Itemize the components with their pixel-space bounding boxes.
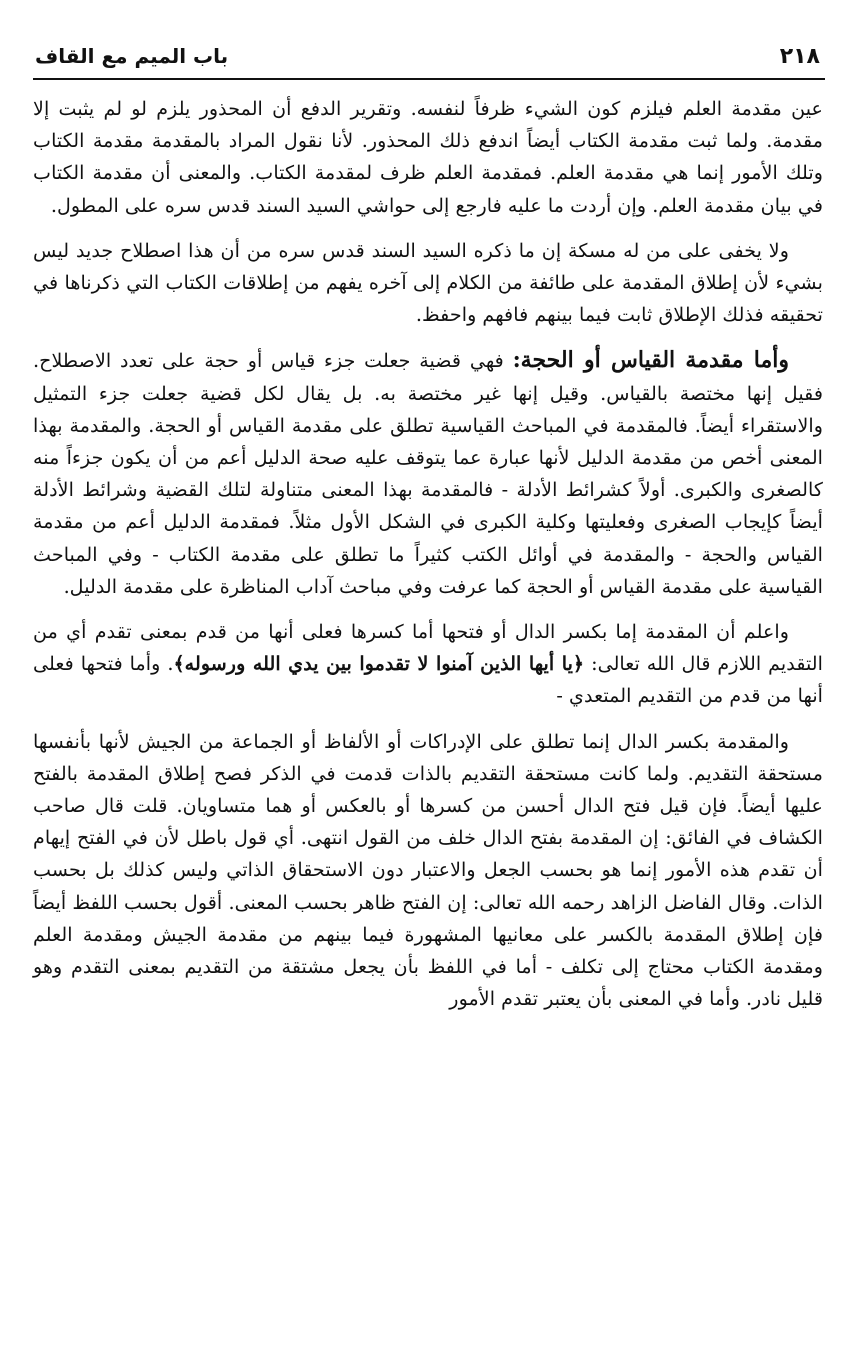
paragraph-text: واعلم أن المقدمة إما بكسر الدال أو فتحها أما كسرها فعلى أنها من قدم بمعنى تقدم أي من التقديم اللازم قال الله تعالى: [33, 620, 823, 676]
paragraph [33, 726, 823, 1016]
paragraph [33, 344, 823, 603]
paragraph-text: فهي قضية جعلت جزء قياس أو حجة على تعدد الاصطلاح. فقيل إنها مختصة بالقياس. وقيل إنها غير مختصة به. بل يقال لكل قضية جعلت جزء التمثيل والاستقراء أيضاً. فالمقدمة في المباحث القياسية تطلق على مقدمة القياس أو الحجة. والمقدمة بهذا المعنى أخص من مقدمة الدليل لأنها عبارة عما يتوقف عليه صحة الدليل أعم من أن يكون جزءاً منه كالصغرى والكبرى. أولاً كشرائط الأدلة - فالمقدمة بهذا المعنى متناولة لتلك القضية وشرائط الأدلة أيضاً كإيجاب الصغرى وفعليتها وكلية الكبرى في الشكل الأول مثلاً. فمقدمة الدليل أعم من مقدمة القياس والحجة - والمقدمة في أوائل الكتب كثيراً ما تطلق على مقدمة الكتاب - وفي المباحث القياسية على مقدمة القياس أو الحجة كما عرفت وفي مباحث آداب المناظرة على مقدمة الدليل. [33, 349, 823, 598]
paragraph-text: عين مقدمة العلم فيلزم كون الشيء ظرفاً لنفسه. وتقرير الدفع أن المحذور يلزم لو لم يثبت إلا مقدمة. ولما ثبت مقدمة الكتاب أيضاً اندفع ذلك المحذور. لأنا نقول المراد بالمقدمة مقدمة الكتاب وتلك الأمور إنما هي مقدمة العلم. فمقدمة العلم ظرف لمقدمة الكتاب. والمعنى أن مقدمة الكتاب في بيان مقدمة العلم. وإن أردت ما عليه فارجع إلى حواشي السيد السند قدس سره على المطول. [33, 97, 823, 217]
page-body [33, 93, 823, 1015]
paragraph-text: ولا يخفى على من له مسكة إن ما ذكره السيد السند قدس سره من أن هذا اصطلاح جديد ليس بشيء لأن إطلاق المقدمة على طائفة من الكلام إلى آخره يفهم من إطلاقات الكتاب التي ذكرناها في تحقيقه فذلك الإطلاق ثابت فيما بينهم فافهم واحفظ. [33, 238, 823, 327]
paragraph-text: والمقدمة بكسر الدال إنما تطلق على الإدراكات أو الألفاظ أو الجماعة من الجيش لأنها بأنفسها مستحقة التقديم. ولما كانت مستحقة التقديم بالذات قدمت في الذكر فصح إطلاق المقدمة بالفتح عليها أيضاً. فإن قيل فتح الدال أحسن من كسرها أو بالعكس أو هما متساويان. قلت قال صاحب الكشاف في الفائق: إن المقدمة بفتح الدال خلف من القول انتهى. أي قول باطل لأن في الفتح إيهام أن تقدم هذه الأمور إنما هو بحسب الجعل والاعتبار دون الاستحقاق الذاتي وليس كذلك بل بحسب الذات. وقال الفاضل الزاهد رحمه الله تعالى: إن الفتح ظاهر بحسب المعنى. أقول بحسب اللفظ أيضاً فإن إطلاق المقدمة بالكسر على معانيها المشهورة فيما بينهم من مقدمة الجيش ومقدمة العلم ومقدمة الكتاب محتاج إلى تكلف - أما في اللفظ بأن يجعل مشتقة من التقديم بمعنى التقدم وهو قليل نادر. وأما في المعنى بأن يعتبر تقدم الأمور [33, 729, 823, 1011]
paragraph [33, 235, 823, 332]
page-number: ٢١٨ [779, 44, 820, 69]
chapter-title: باب الميم مع القاف [35, 44, 229, 68]
quran-verse: ﴿يا أيها الذين آمنوا لا تقدموا بين يدي الله ورسوله﴾ [173, 652, 585, 676]
section-heading: وأما مقدمة القياس أو الحجة: [512, 347, 789, 374]
paragraph [33, 616, 823, 713]
page-header [33, 38, 825, 80]
paragraph [33, 93, 823, 222]
paragraph-text: . وأما فتحها فعلى أنها من قدم من التقديم المتعدي - [33, 652, 823, 708]
